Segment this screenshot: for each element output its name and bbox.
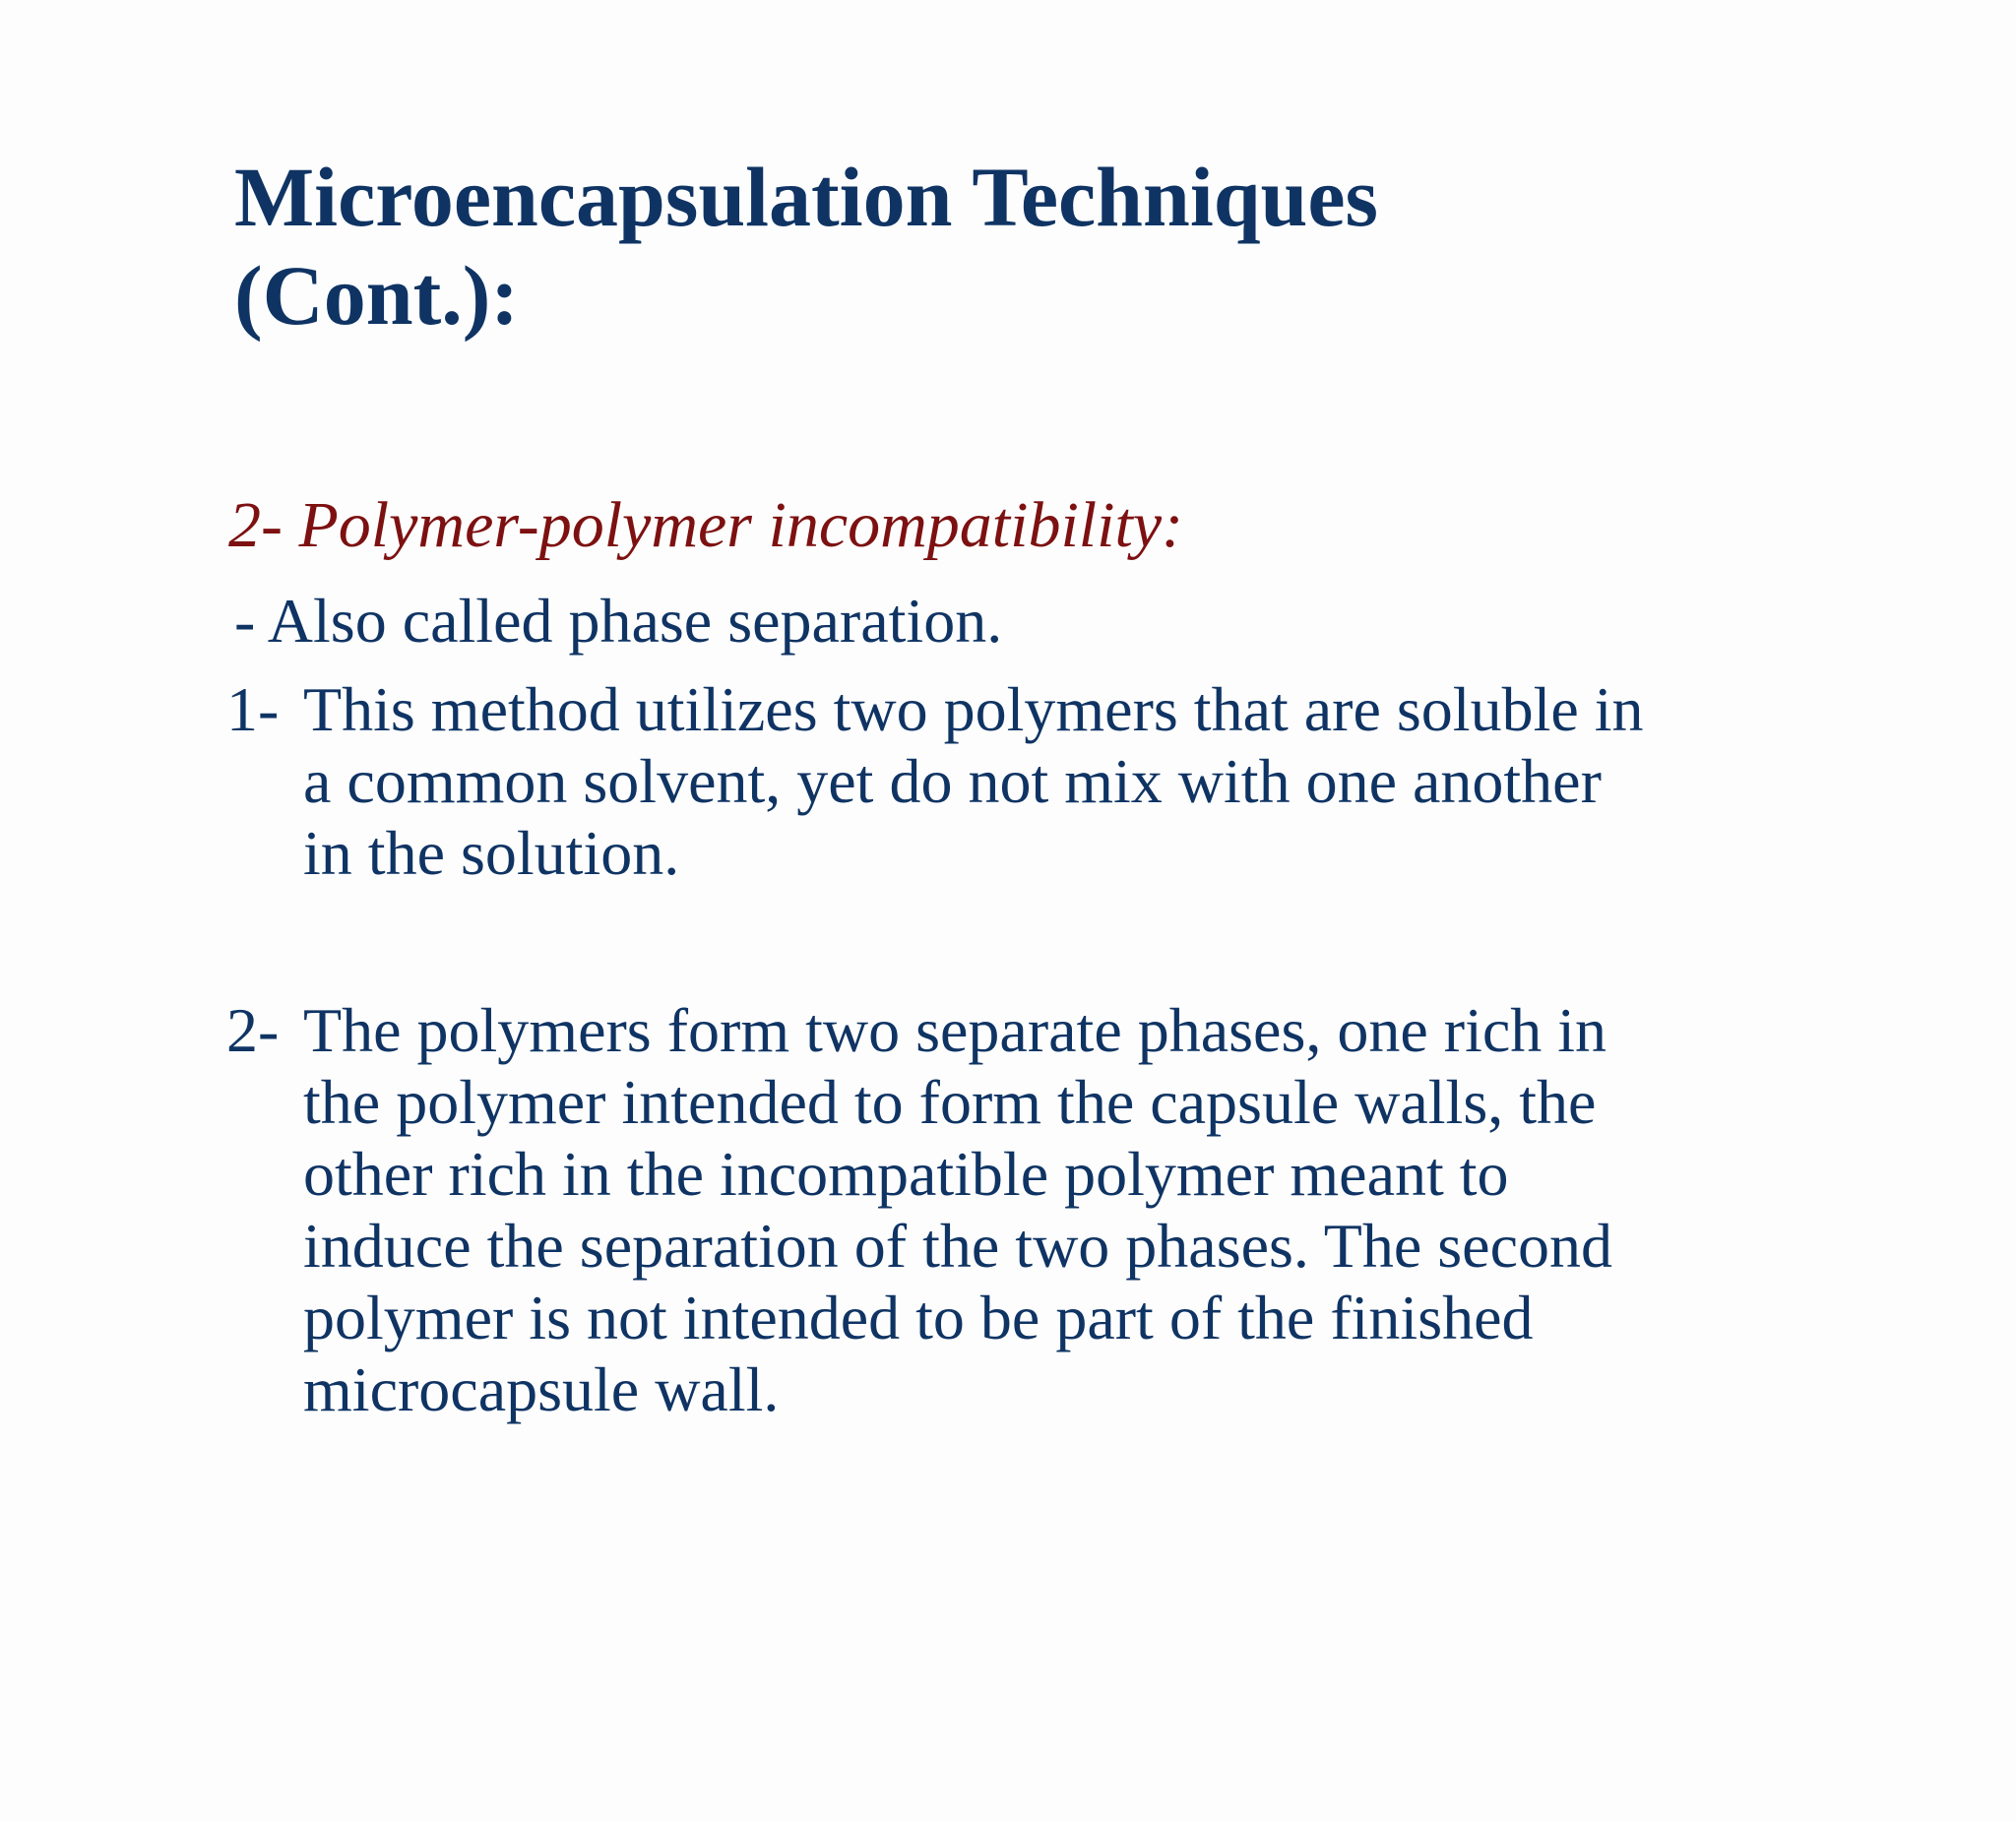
- point-line: microcapsule wall.: [303, 1354, 780, 1424]
- slide-title: [234, 148, 1378, 345]
- slide-title-line-1: Microencapsulation Techniques: [234, 150, 1379, 244]
- point-number: 2-: [226, 995, 280, 1065]
- numbered-point-2: [226, 994, 1612, 1425]
- section-subheading: 2- Polymer-polymer incompatibility:: [228, 489, 1184, 561]
- point-line: This method utilizes two polymers that are soluble in: [303, 674, 1644, 744]
- intro-text: - Also called phase separation.: [234, 586, 1003, 656]
- slide-title-line-2: (Cont.):: [234, 248, 519, 343]
- point-line: a common solvent, yet do not mix with one another: [303, 746, 1602, 816]
- point-line: other rich in the incompatible polymer meant to: [303, 1139, 1509, 1209]
- numbered-point-1: [226, 673, 1644, 889]
- point-line: The polymers form two separate phases, one rich in: [303, 995, 1607, 1065]
- point-line: induce the separation of the two phases. The second: [303, 1211, 1612, 1281]
- point-line: in the solution.: [303, 818, 680, 888]
- point-number: 1-: [226, 674, 280, 744]
- point-line: the polymer intended to form the capsule walls, the: [303, 1067, 1597, 1137]
- point-line: polymer is not intended to be part of the finished: [303, 1283, 1534, 1352]
